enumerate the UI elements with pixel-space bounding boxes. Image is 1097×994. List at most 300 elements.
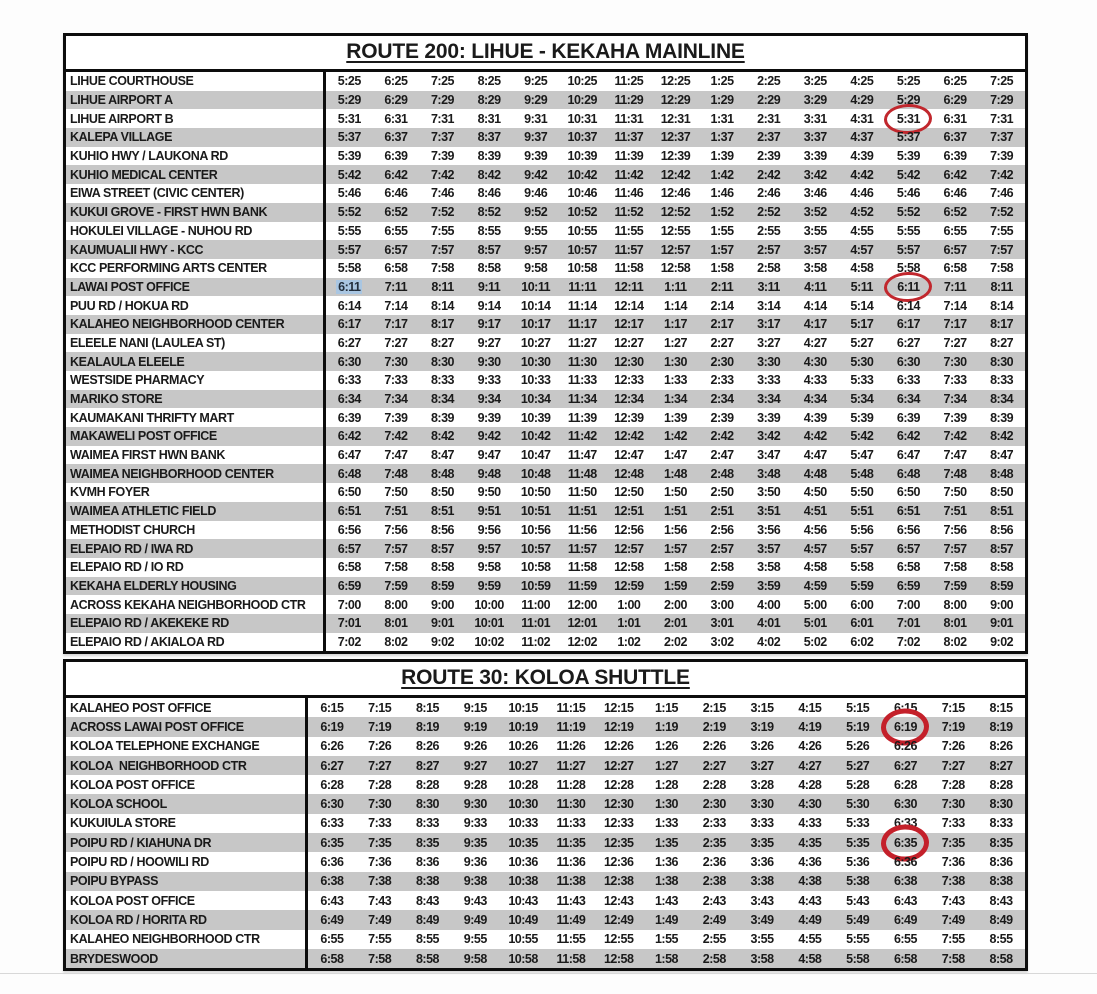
time-cell: 5:27 [850, 335, 874, 350]
time-cell: 6:42 [896, 429, 920, 444]
time-cell: 8:39 [990, 410, 1014, 425]
time-cell: 6:19 [882, 717, 930, 736]
time-cell: 2:58 [757, 261, 781, 276]
time-cell: 2:51 [710, 504, 734, 519]
time-cell: 3:55 [750, 932, 774, 947]
time-cell: 5:42 [850, 429, 874, 444]
route-200-title-text: ROUTE 200: LIHUE - KEKAHA MAINLINE [346, 40, 745, 63]
time-cell: 9:33 [477, 373, 501, 388]
time-cell: 3:31 [803, 111, 827, 126]
time-cell: 8:15 [415, 700, 439, 715]
timetable-row [66, 539, 1025, 558]
time-cell: 12:01 [567, 616, 597, 631]
time-cell: 4:58 [803, 560, 827, 575]
time-cell: 8:17 [990, 317, 1014, 332]
time-cell: 8:43 [415, 893, 439, 908]
stop-name: POIPU RD / KIAHUNA DR [66, 833, 308, 852]
time-cell: 7:57 [943, 541, 967, 556]
stop-name: ACROSS KEKAHA NEIGHBORHOOD CTR [66, 595, 326, 614]
time-cell: 12:35 [603, 835, 634, 850]
time-cell: 4:26 [798, 739, 822, 754]
time-cell: 5:15 [846, 700, 870, 715]
time-cell: 7:27 [941, 758, 965, 773]
time-cell: 4:50 [803, 485, 827, 500]
time-cell: 6:42 [943, 167, 967, 182]
stop-name: MARIKO STORE [66, 390, 326, 409]
stop-name: LAWAI POST OFFICE [66, 278, 326, 297]
time-cell: 11:02 [521, 634, 551, 649]
time-cell: 2:49 [702, 912, 726, 927]
time-cell: 6:56 [896, 522, 920, 537]
time-cell: 7:28 [941, 777, 965, 792]
time-cell: 12:02 [567, 634, 597, 649]
time-cell: 1:39 [663, 410, 687, 425]
time-cell: 3:30 [757, 354, 781, 369]
time-cell: 9:42 [524, 167, 548, 182]
time-cell: 1:58 [710, 261, 734, 276]
time-cell: 1:25 [710, 74, 734, 89]
time-cell: 5:17 [850, 317, 874, 332]
time-cell: 9:15 [463, 700, 487, 715]
time-cell: 8:56 [990, 522, 1014, 537]
timetable-row [66, 614, 1025, 633]
time-cell: 10:57 [520, 541, 551, 556]
time-cell: 12:58 [603, 951, 634, 966]
time-cell: 11:50 [567, 485, 597, 500]
time-cell: 10:01 [474, 616, 504, 631]
time-cell: 1:39 [710, 149, 734, 164]
time-cell: 12:15 [603, 700, 634, 715]
time-cell: 6:51 [896, 504, 920, 519]
stop-name: KALAHEO NEIGHBORHOOD CTR [66, 930, 308, 949]
time-cell: 2:28 [702, 777, 726, 792]
time-cell: 7:46 [990, 186, 1014, 201]
time-cell: 8:58 [989, 951, 1013, 966]
time-cell: 10:59 [520, 578, 551, 593]
time-cell: 7:02 [337, 634, 361, 649]
time-cell: 8:38 [989, 874, 1013, 889]
timetable-row [66, 558, 1025, 577]
time-cell: 5:57 [896, 242, 920, 257]
time-cell: 8:37 [477, 130, 501, 145]
time-cell: 7:27 [384, 335, 408, 350]
time-cell: 10:39 [567, 149, 597, 164]
time-cell: 7:52 [430, 205, 454, 220]
time-cell: 7:33 [941, 816, 965, 831]
time-cell: 7:33 [368, 816, 392, 831]
time-cell: 6:58 [384, 261, 408, 276]
time-cell: 12:42 [614, 429, 644, 444]
time-cell: 5:58 [337, 261, 361, 276]
time-cell: 11:57 [614, 242, 644, 257]
time-cell: 6:31 [943, 111, 967, 126]
time-cell: 10:27 [508, 758, 538, 773]
time-cell: 11:36 [556, 855, 586, 870]
time-cell: 10:43 [508, 893, 538, 908]
time-cell: 9:26 [463, 739, 487, 754]
time-cell: 6:49 [320, 912, 344, 927]
time-cell: 8:39 [430, 410, 454, 425]
time-cell: 12:27 [603, 758, 634, 773]
time-cell: 8:35 [989, 835, 1013, 850]
time-cell: 4:30 [798, 797, 822, 812]
time-cell: 12:28 [603, 777, 634, 792]
stop-name: KAUMUALII HWY - KCC [66, 240, 326, 259]
time-cell: 7:00 [896, 597, 920, 612]
time-cell: 8:47 [430, 448, 454, 463]
timetable-row [66, 184, 1025, 203]
timetable-row [66, 128, 1025, 147]
time-cell: 3:58 [757, 560, 781, 575]
time-cell: 1:35 [654, 835, 678, 850]
stop-name: KOLOA POST OFFICE [66, 775, 308, 794]
time-cell: 7:38 [941, 874, 965, 889]
time-cell: 12:19 [603, 719, 634, 734]
time-cell: 2:31 [757, 111, 781, 126]
time-cell: 1:33 [654, 816, 678, 831]
timetable-row [66, 891, 1025, 910]
time-cell: 9:01 [990, 616, 1014, 631]
time-cell: 3:38 [750, 874, 774, 889]
time-cell: 9:01 [430, 616, 454, 631]
time-cell: 10:46 [567, 186, 597, 201]
time-cell: 10:38 [508, 874, 538, 889]
stop-name: PUU RD / HOKUA RD [66, 296, 326, 315]
time-cell: 2:30 [710, 354, 734, 369]
time-cell: 1:33 [663, 373, 687, 388]
time-cell: 6:46 [384, 186, 408, 201]
time-cell: 10:27 [520, 335, 551, 350]
time-cell: 6:01 [850, 616, 874, 631]
time-cell: 1:55 [710, 223, 734, 238]
time-cell: 1:42 [663, 429, 687, 444]
time-cell: 11:00 [521, 597, 551, 612]
time-cell: 8:42 [990, 429, 1014, 444]
time-cell: 7:33 [384, 373, 408, 388]
time-cell: 8:14 [430, 298, 454, 313]
time-cell: 8:47 [990, 448, 1014, 463]
time-cell: 11:33 [556, 816, 586, 831]
time-cell: 11:58 [556, 951, 586, 966]
time-cell: 3:17 [757, 317, 781, 332]
time-cell: 3:14 [757, 298, 781, 313]
stop-name: MAKAWELI POST OFFICE [66, 427, 326, 446]
time-cell: 1:49 [654, 912, 678, 927]
time-cell: 12:27 [614, 335, 644, 350]
time-cell: 7:36 [368, 855, 392, 870]
time-cell: 7:58 [368, 951, 392, 966]
time-cell: 6:30 [320, 797, 344, 812]
time-cell: 12:52 [660, 205, 691, 220]
time-cell: 7:38 [368, 874, 392, 889]
time-cell: 8:19 [415, 719, 439, 734]
time-cell: 8:30 [990, 354, 1014, 369]
time-cell: 6:57 [943, 242, 967, 257]
time-cell: 8:51 [430, 504, 454, 519]
stop-name: KEKAHA ELDERLY HOUSING [66, 577, 326, 596]
time-cell: 4:59 [803, 578, 827, 593]
time-cell: 9:39 [524, 149, 548, 164]
time-cell: 12:26 [603, 739, 634, 754]
time-cell: 2:48 [710, 466, 734, 481]
time-cell: 2:39 [757, 149, 781, 164]
time-cell: 4:33 [803, 373, 827, 388]
time-cell: 1:29 [710, 93, 734, 108]
time-cell: 8:30 [430, 354, 454, 369]
time-cell: 11:17 [567, 317, 597, 332]
time-cell: 1:28 [654, 777, 678, 792]
time-cell: 1:57 [663, 541, 687, 556]
time-cell: 5:58 [896, 261, 920, 276]
time-cell: 6:57 [896, 541, 920, 556]
stop-name: KALEPA VILLAGE [66, 128, 326, 147]
time-cell: 4:25 [850, 74, 874, 89]
time-cell: 5:33 [850, 373, 874, 388]
time-cell: 1:51 [663, 504, 687, 519]
time-cell: 1:43 [654, 893, 678, 908]
time-cell: 9:00 [990, 597, 1014, 612]
timetable-row [66, 390, 1025, 409]
time-cell: 9:33 [463, 816, 487, 831]
timetable-row [66, 930, 1025, 949]
time-cell: 9:58 [477, 560, 501, 575]
route-200-table-body [66, 72, 1025, 651]
time-cell: 6:33 [896, 373, 920, 388]
time-cell: 7:15 [941, 700, 965, 715]
time-cell: 1:58 [654, 951, 678, 966]
time-cell: 5:11 [850, 279, 873, 294]
time-cell: 12:25 [660, 74, 691, 89]
time-cell: 5:57 [850, 541, 874, 556]
time-cell: 9:51 [477, 504, 501, 519]
time-cell: 7:15 [368, 700, 392, 715]
time-cell: 7:14 [384, 298, 408, 313]
time-cell: 9:25 [524, 74, 548, 89]
stop-name: ELEPAIO RD / AKEKEKE RD [66, 614, 326, 633]
time-cell: 3:39 [757, 410, 781, 425]
time-cell: 10:35 [508, 835, 538, 850]
time-cell: 7:30 [941, 797, 965, 812]
stop-name: KUHIO HWY / LAUKONA RD [66, 147, 326, 166]
timetable-row [66, 72, 1025, 91]
time-cell: 8:57 [477, 242, 501, 257]
time-cell: 7:42 [943, 429, 967, 444]
time-cell: 6:33 [337, 373, 361, 388]
time-cell: 5:52 [337, 205, 361, 220]
time-cell: 12:55 [660, 223, 691, 238]
time-cell: 2:57 [757, 242, 781, 257]
time-cell: 1:59 [663, 578, 687, 593]
time-cell: 5:59 [850, 578, 874, 593]
time-cell: 4:36 [798, 855, 822, 870]
time-cell: 7:11 [384, 279, 408, 294]
time-cell: 1:37 [710, 130, 734, 145]
time-cell: 7:50 [943, 485, 967, 500]
time-cell: 1:19 [654, 719, 678, 734]
time-cell: 8:17 [430, 317, 454, 332]
time-cell: 1:14 [663, 298, 687, 313]
time-cell: 9:31 [524, 111, 548, 126]
time-cell: 3:00 [710, 597, 734, 612]
time-cell: 9:56 [477, 522, 501, 537]
time-cell: 9:14 [477, 298, 501, 313]
time-cell: 6:27 [337, 335, 361, 350]
time-cell: 10:34 [520, 392, 551, 407]
time-cell: 2:59 [710, 578, 734, 593]
time-cell: 10:57 [567, 242, 597, 257]
time-cell: 7:58 [990, 261, 1014, 276]
time-cell: 3:02 [710, 634, 734, 649]
time-cell: 2:47 [710, 448, 734, 463]
stop-name: HOKULEI VILLAGE - NUHOU RD [66, 222, 326, 241]
time-cell: 2:01 [663, 616, 687, 631]
timetable-row [66, 502, 1025, 521]
time-cell: 9:28 [463, 777, 487, 792]
time-cell: 6:36 [893, 855, 917, 870]
time-cell: 6:38 [320, 874, 344, 889]
time-cell: 5:55 [896, 223, 920, 238]
time-cell: 5:26 [846, 739, 870, 754]
time-cell: 5:50 [850, 485, 874, 500]
time-cell: 8:43 [989, 893, 1013, 908]
stop-name: ELEELE NANI (LAULEA ST) [66, 334, 326, 353]
time-cell: 11:29 [614, 93, 644, 108]
timetable-row [66, 595, 1025, 614]
time-cell: 5:38 [846, 874, 870, 889]
time-cell: 10:52 [567, 205, 597, 220]
stop-name: LIHUE AIRPORT A [66, 91, 326, 110]
stop-name: KOLOA RD / HORITA RD [66, 910, 308, 929]
time-cell: 12:50 [614, 485, 644, 500]
time-cell: 5:55 [846, 932, 870, 947]
time-cell: 8:25 [477, 74, 501, 89]
time-cell: 8:55 [989, 932, 1013, 947]
time-cell: 6:58 [893, 951, 917, 966]
time-cell: 10:29 [567, 93, 597, 108]
time-cell: 3:30 [750, 797, 774, 812]
timetable-row [66, 165, 1025, 184]
time-cell: 6:57 [384, 242, 408, 257]
time-cell: 7:42 [430, 167, 454, 182]
time-cell: 8:58 [430, 560, 454, 575]
time-cell: 7:36 [941, 855, 965, 870]
time-cell: 5:47 [850, 448, 874, 463]
time-cell: 7:29 [990, 93, 1014, 108]
time-cell: 3:58 [803, 261, 827, 276]
time-cell: 9:02 [990, 634, 1014, 649]
time-cell: 7:57 [430, 242, 454, 257]
time-cell: 5:48 [850, 466, 874, 481]
timetable-row [66, 222, 1025, 241]
time-cell: 3:15 [750, 700, 774, 715]
time-cell: 4:28 [798, 777, 822, 792]
time-cell: 3:43 [750, 893, 774, 908]
time-cell: 9:37 [524, 130, 548, 145]
time-cell: 3:51 [757, 504, 781, 519]
time-cell: 6:00 [850, 597, 874, 612]
time-cell: 1:30 [654, 797, 678, 812]
time-cell: 11:39 [567, 410, 597, 425]
time-cell: 12:38 [603, 874, 634, 889]
timetable-row [66, 833, 1025, 852]
time-cell: 3:37 [803, 130, 827, 145]
time-cell: 12:55 [603, 932, 634, 947]
time-cell: 1:15 [654, 700, 678, 715]
time-cell: 12:36 [603, 855, 634, 870]
time-cell: 12:46 [660, 186, 691, 201]
time-cell: 11:30 [556, 797, 586, 812]
time-cell: 6:14 [337, 298, 361, 313]
time-cell: 7:30 [384, 354, 408, 369]
time-cell: 4:49 [798, 912, 822, 927]
time-cell: 5:31 [337, 111, 361, 126]
timetable-row [66, 814, 1025, 833]
time-cell: 3:34 [757, 392, 781, 407]
time-cell: 5:58 [850, 560, 874, 575]
time-cell: 4:17 [803, 317, 827, 332]
time-cell: 6:34 [337, 392, 361, 407]
time-cell: 8:36 [989, 855, 1013, 870]
time-cell: 8:59 [990, 578, 1014, 593]
time-cell: 6:43 [320, 893, 344, 908]
time-cell: 7:14 [943, 298, 967, 313]
time-cell: 7:47 [943, 448, 967, 463]
time-cell: 5:30 [850, 354, 874, 369]
timetable-row [66, 278, 1025, 297]
time-cell: 4:38 [798, 874, 822, 889]
time-cell: 2:50 [710, 485, 734, 500]
time-cell: 4:58 [850, 261, 874, 276]
time-cell: 6:46 [943, 186, 967, 201]
time-cell: 2:30 [702, 797, 726, 812]
time-cell: 4:46 [850, 186, 874, 201]
time-cell: 11:57 [567, 541, 597, 556]
time-cell: 6:49 [893, 912, 917, 927]
timetable-row [66, 949, 1025, 968]
time-cell: 10:47 [520, 448, 551, 463]
time-cell: 8:52 [477, 205, 501, 220]
time-cell: 8:19 [989, 719, 1013, 734]
time-cell: 8:01 [943, 616, 967, 631]
time-cell: 1:56 [663, 522, 687, 537]
time-cell: 8:27 [430, 335, 454, 350]
time-cell: 9:58 [463, 951, 487, 966]
time-cell: 5:39 [850, 410, 874, 425]
time-cell: 8:58 [415, 951, 439, 966]
time-cell: 12:14 [614, 298, 644, 313]
time-cell: 7:19 [941, 719, 965, 734]
time-cell [326, 278, 373, 297]
time-cell: 7:59 [384, 578, 408, 593]
time-cell: 12:33 [603, 816, 634, 831]
time-cell: 3:39 [803, 149, 827, 164]
time-cell: 5:37 [337, 130, 361, 145]
time-cell: 6:42 [337, 429, 361, 444]
time-cell: 7:00 [337, 597, 361, 612]
time-cell: 2:39 [710, 410, 734, 425]
time-cell: 4:27 [798, 758, 822, 773]
time-cell: 7:27 [368, 758, 392, 773]
time-cell: 7:43 [941, 893, 965, 908]
time-cell: 1:01 [617, 616, 641, 631]
time-cell: 11:46 [614, 186, 644, 201]
time-cell: 1:50 [663, 485, 687, 500]
time-cell: 8:26 [989, 739, 1013, 754]
time-cell: 6:30 [337, 354, 361, 369]
time-cell: 7:35 [368, 835, 392, 850]
time-cell: 11:14 [567, 298, 597, 313]
time-cell: 4:31 [850, 111, 874, 126]
